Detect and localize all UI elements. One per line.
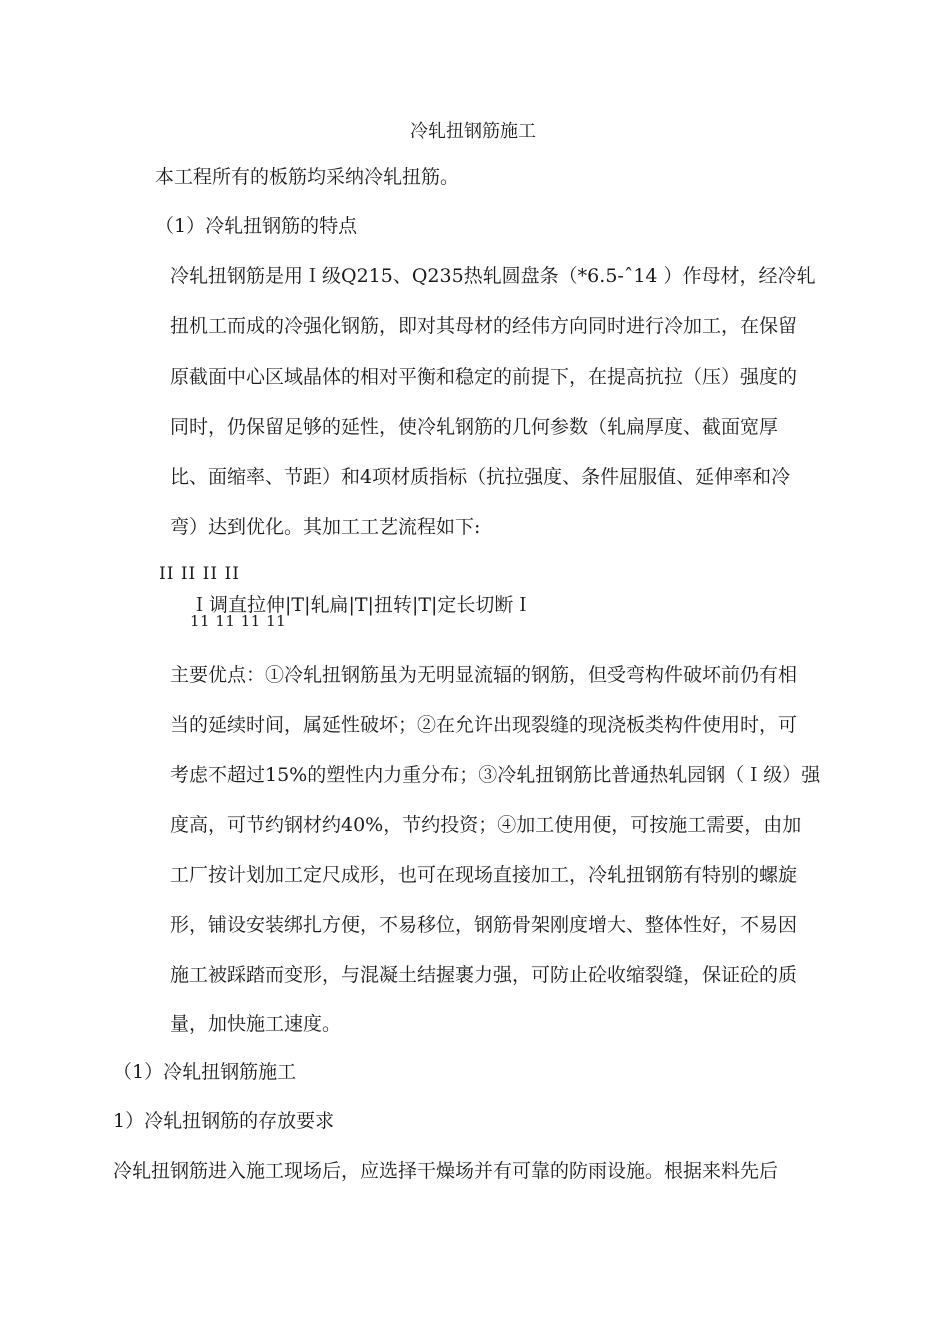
para2-line: 考虑不超过15%的塑性内力重分布；③冷轧扭钢筋比普通热轧园钢（Ｉ级）强 (170, 764, 821, 786)
para2-line: 度高，可节约钢材约40%，节约投资；④加工使用便，可按施工需要，由加 (170, 814, 802, 836)
para2-line: 形，铺设安装绑扎方便，不易移位，钢筋骨架刚度增大、整体性好，不易因 (170, 914, 798, 936)
section2-heading: （1）冷轧扭钢筋施工 (113, 1061, 297, 1083)
para1-line: 同时，仍保留足够的延性，使冷轧钢筋的几何参数（轧扁厚度、截面宽厚 (170, 416, 779, 438)
para1-line: 扭机工而成的冷强化钢筋，即对其母材的经伟方向同时进行冷加工，在保留 (170, 315, 798, 337)
subsection-heading: 1）冷轧扭钢筋的存放要求 (113, 1110, 335, 1132)
para3-line: 冷轧扭钢筋进入施工现场后，应选择干燥场并有可靠的防雨设施。根据来料先后 (113, 1160, 779, 1182)
flow-marks-bottom: 11 11 11 11 (190, 612, 287, 630)
para2-line: 施工被踩踏而变形，与混凝土结握裹力强，可防止砼收缩裂缝，保证砼的质 (170, 964, 798, 986)
para2-line: 当的延续时间，属延性破坏；②在允许出现裂缝的现浇板类构件使用时，可 (170, 714, 798, 736)
flow-marks-top: II II II II (159, 564, 240, 584)
intro-paragraph: 本工程所有的板筋均采纳冷轧扭筋。 (155, 166, 460, 188)
document-title: 冷轧扭钢筋施工 (410, 121, 536, 142)
process-flow: Ｉ调直拉伸|T|轧扁|T|扭转|T|定长切断Ｉ (190, 594, 533, 616)
para1-line: 比、面缩率、节距）和4项材质指标（抗拉强度、条件屈服值、延伸率和冷 (170, 466, 791, 488)
para1-line: 冷轧扭钢筋是用Ｉ级Q215、Q235热轧圆盘条（*6.5-ˆ14 ）作母材，经冷轧 (170, 265, 816, 287)
section1-heading: （1）冷轧扭钢筋的特点 (155, 215, 358, 237)
para2-line: 工厂按计划加工定尺成形，也可在现场直接加工，冷轧扭钢筋有特别的螺旋 (170, 864, 798, 886)
para1-line: 原截面中心区域晶体的相对平衡和稳定的前提下，在提高抗拉（压）强度的 (170, 366, 798, 388)
para2-line: 主要优点：①冷轧扭钢筋虽为无明显流辐的钢筋，但受弯构件破坏前仍有相 (170, 664, 798, 686)
para2-line: 量，加快施工速度。 (170, 1013, 342, 1035)
para1-line: 弯）达到优化。其加工工艺流程如下: (170, 516, 481, 538)
